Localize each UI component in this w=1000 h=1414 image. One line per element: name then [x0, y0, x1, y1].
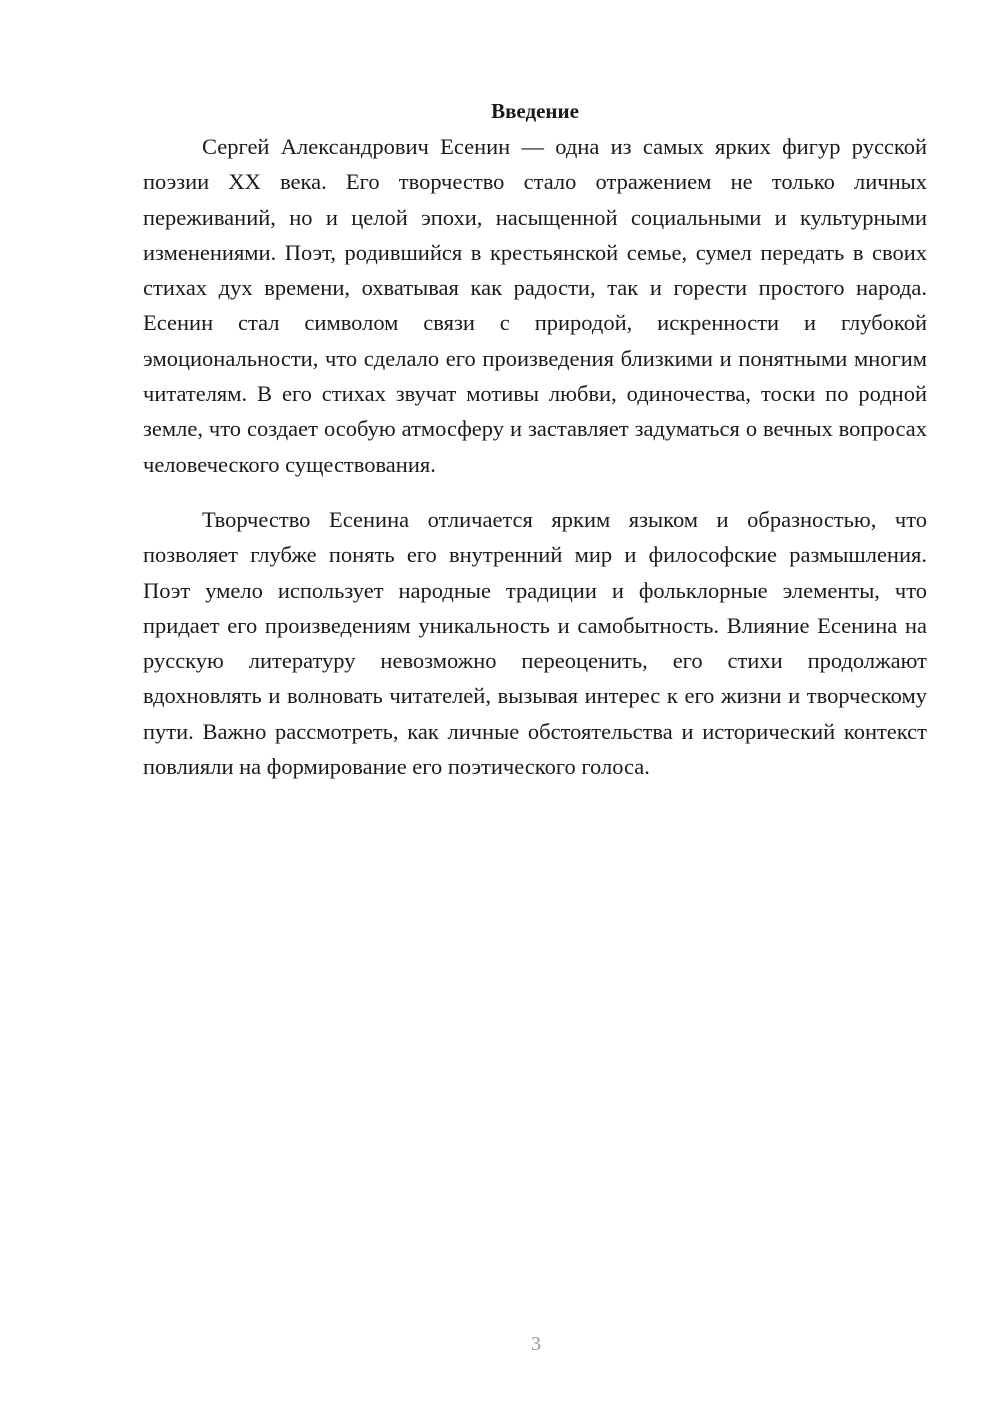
paragraph-2: Творчество Есенина отличается ярким языком и образностью, что позволяет глубже понять его внутренний мир и философские размышления. Поэт умело использует народные традиции и фольклорные элементы, что придает его произведениям уникальность и самобытность. Влияние Есенина на русскую литературу невозможно переоценить, его стихи продолжают вдохновлять и волновать читателей, вызывая интерес к его жизни и творческому пути. Важно рассмотреть, как личные обстоятельства и исторический контекст повлияли на формирование его поэтического голоса. [143, 506, 927, 780]
page-content [143, 93, 927, 784]
section-heading: Введение [491, 99, 579, 123]
page-number: 3 [531, 1333, 541, 1355]
paragraph-1: Сергей Александрович Есенин — одна из самых ярких фигур русской поэзии XX века. Его творчество стало отражением не только личных переживаний, но и целой эпохи, насыщенной социальными и культурными изменениями. Поэт, родившийся в крестьянской семье, сумел передать в своих стихах дух времени, охватывая как радости, так и горести простого народа. Есенин стал символом связи с природой, искренности и глубокой эмоциональности, что сделало его произведения близкими и понятными многим читателям. В его стихах звучат мотивы любви, одиночества, тоски по родной земле, что создает особую атмосферу и заставляет задуматься о вечных вопросах человеческого существования. [143, 134, 927, 477]
